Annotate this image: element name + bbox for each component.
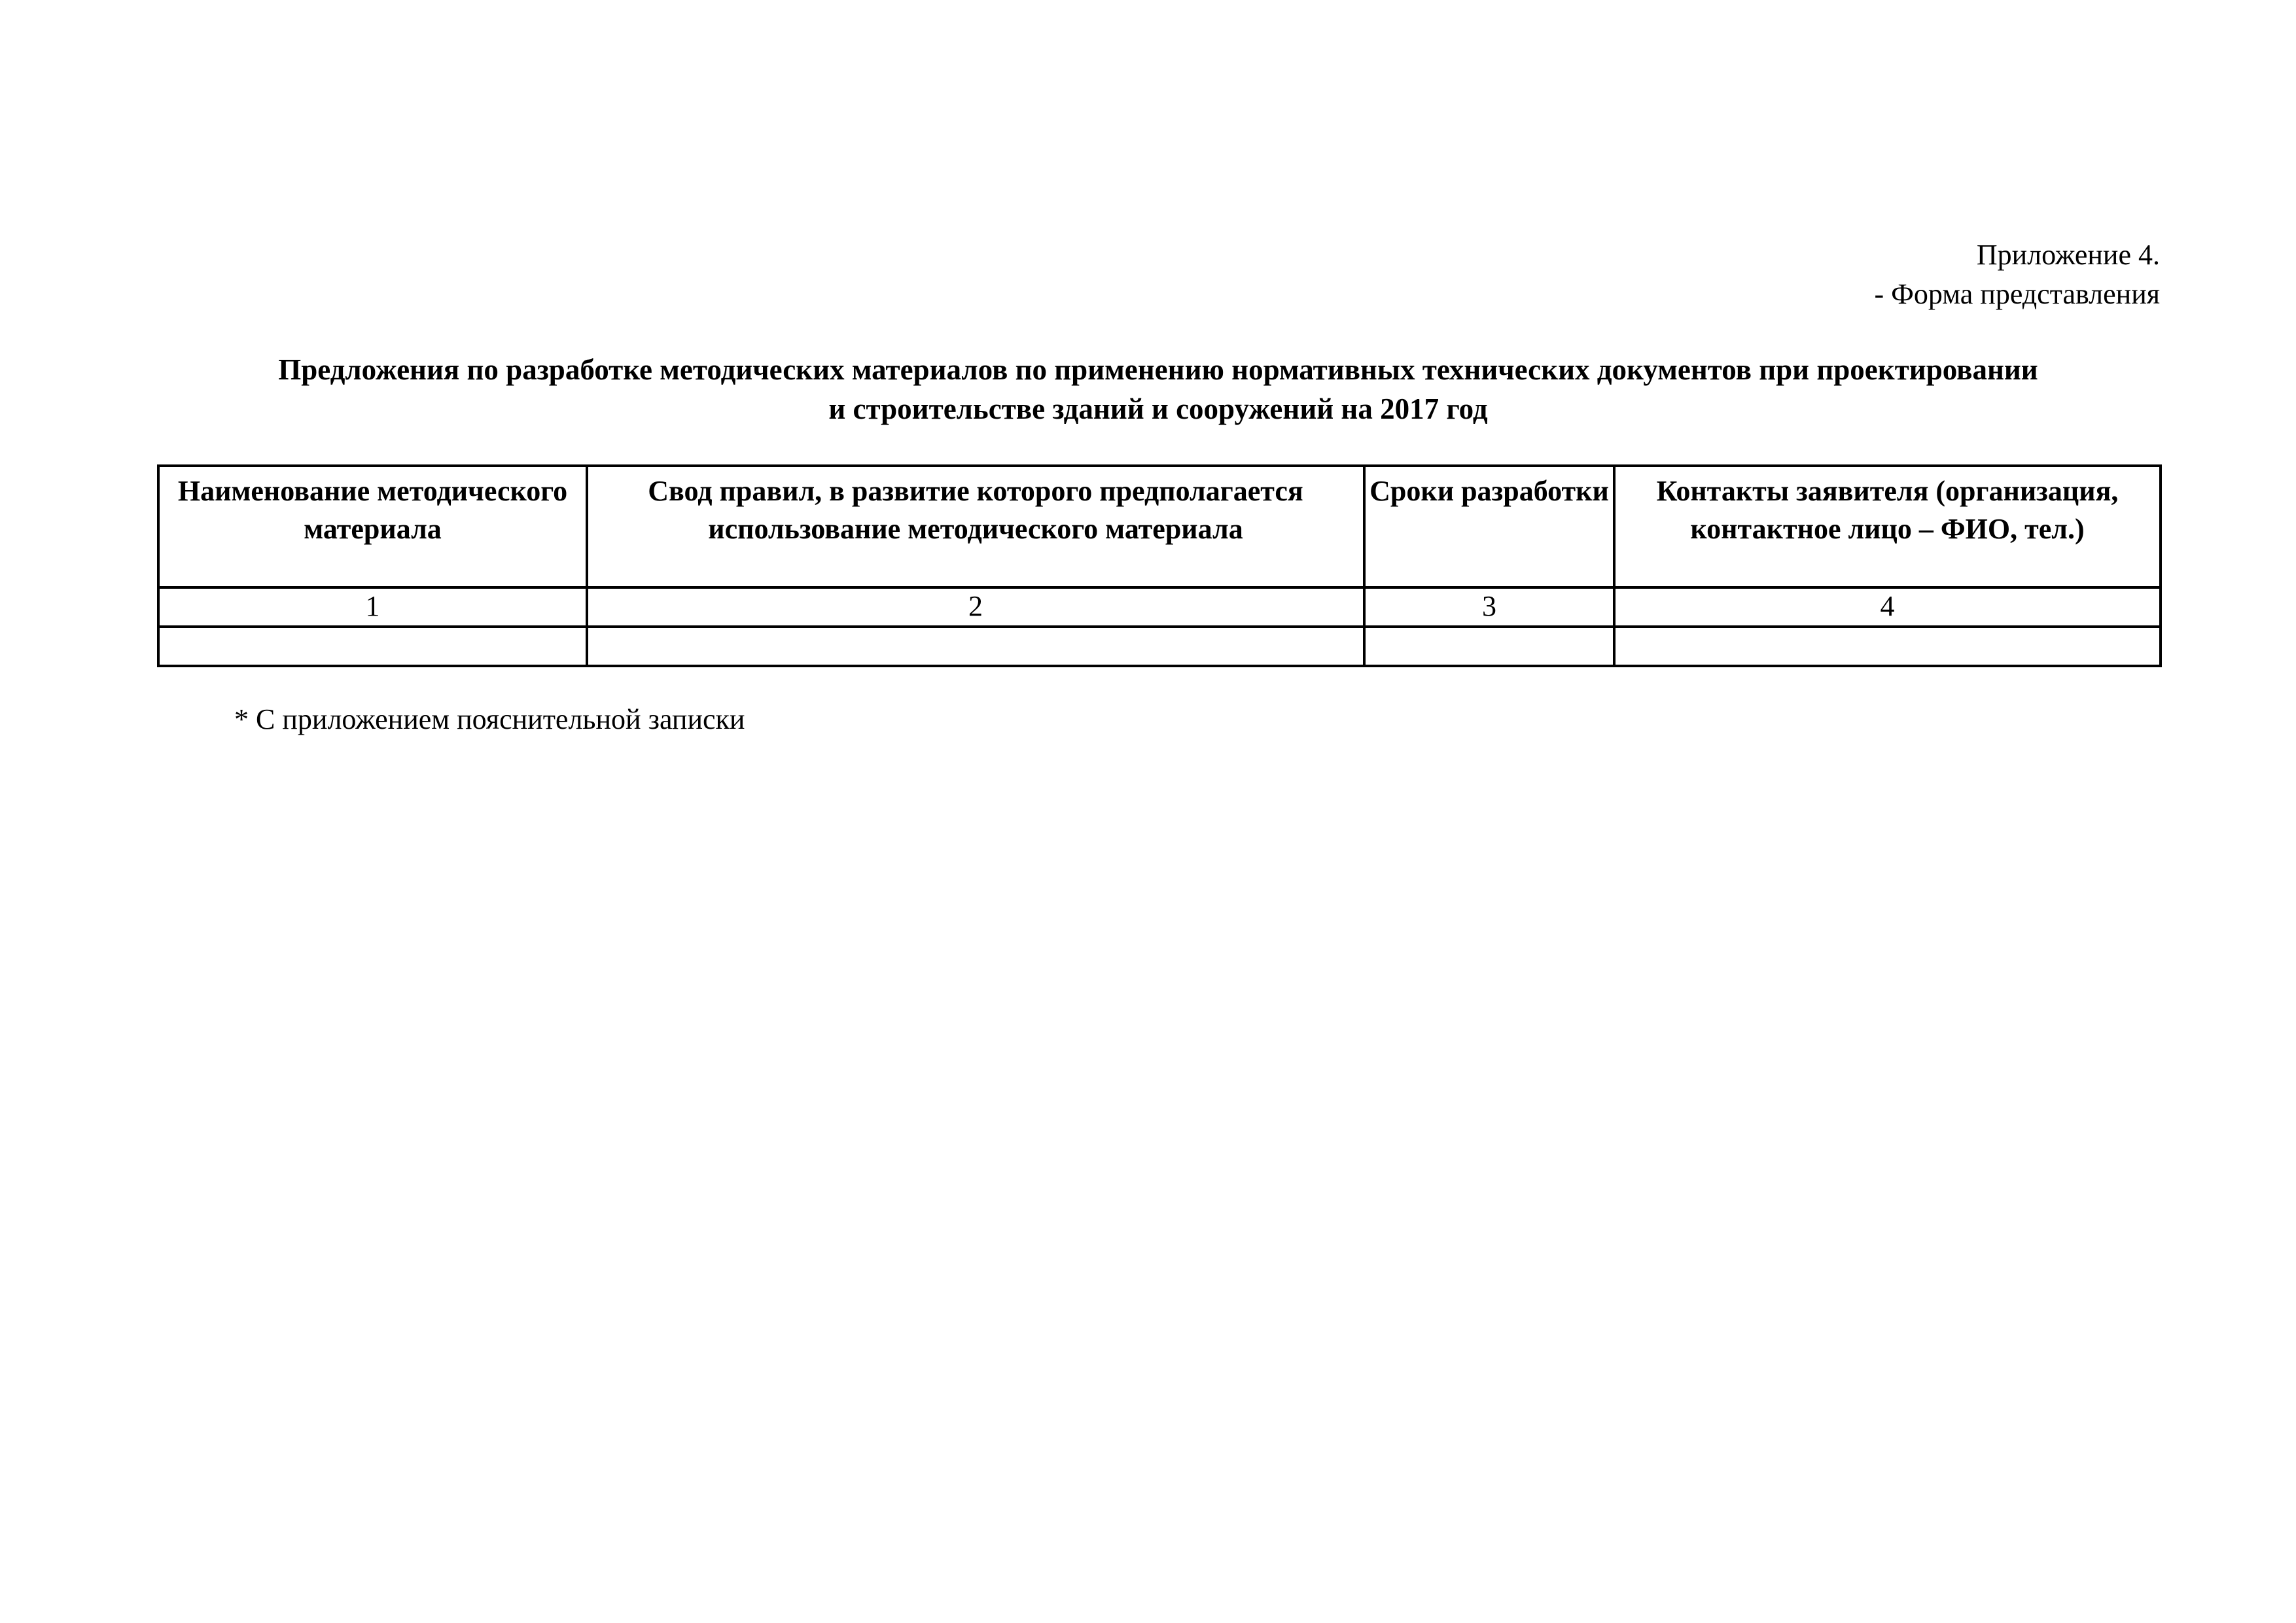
column-number-3: 3 xyxy=(1364,587,1614,627)
column-number-4: 4 xyxy=(1614,587,2161,627)
document-title-line-2: и строительстве зданий и сооружений на 2017 год xyxy=(828,393,1488,425)
footnote: * С приложением пояснительной записки xyxy=(234,703,745,735)
table-row xyxy=(158,627,2161,666)
header-material-name: Наименование методического материала xyxy=(158,466,587,587)
appendix-number: Приложение 4. xyxy=(1976,239,2160,271)
table-row xyxy=(158,587,2161,627)
column-number-1: 1 xyxy=(158,587,587,627)
blank-cell xyxy=(1364,627,1614,666)
blank-cell xyxy=(158,627,587,666)
header-deadlines: Сроки разработки xyxy=(1364,466,1614,587)
table-header-row xyxy=(158,466,2161,587)
appendix-label xyxy=(1874,236,2160,314)
blank-cell xyxy=(587,627,1364,666)
column-number-2: 2 xyxy=(587,587,1364,627)
document-title-line-1: Предложения по разработке методических материалов по применению нормативных технических документов при проектировании xyxy=(278,353,2038,386)
header-applicant-contacts: Контакты заявителя (организация, контактное лицо – ФИО, тел.) xyxy=(1614,466,2161,587)
header-code-of-rules: Свод правил, в развитие которого предполагается использование методического материала xyxy=(587,466,1364,587)
appendix-form-note: - Форма представления xyxy=(1874,278,2160,310)
blank-cell xyxy=(1614,627,2161,666)
proposal-form-table xyxy=(157,464,2162,667)
document-title xyxy=(157,350,2159,428)
